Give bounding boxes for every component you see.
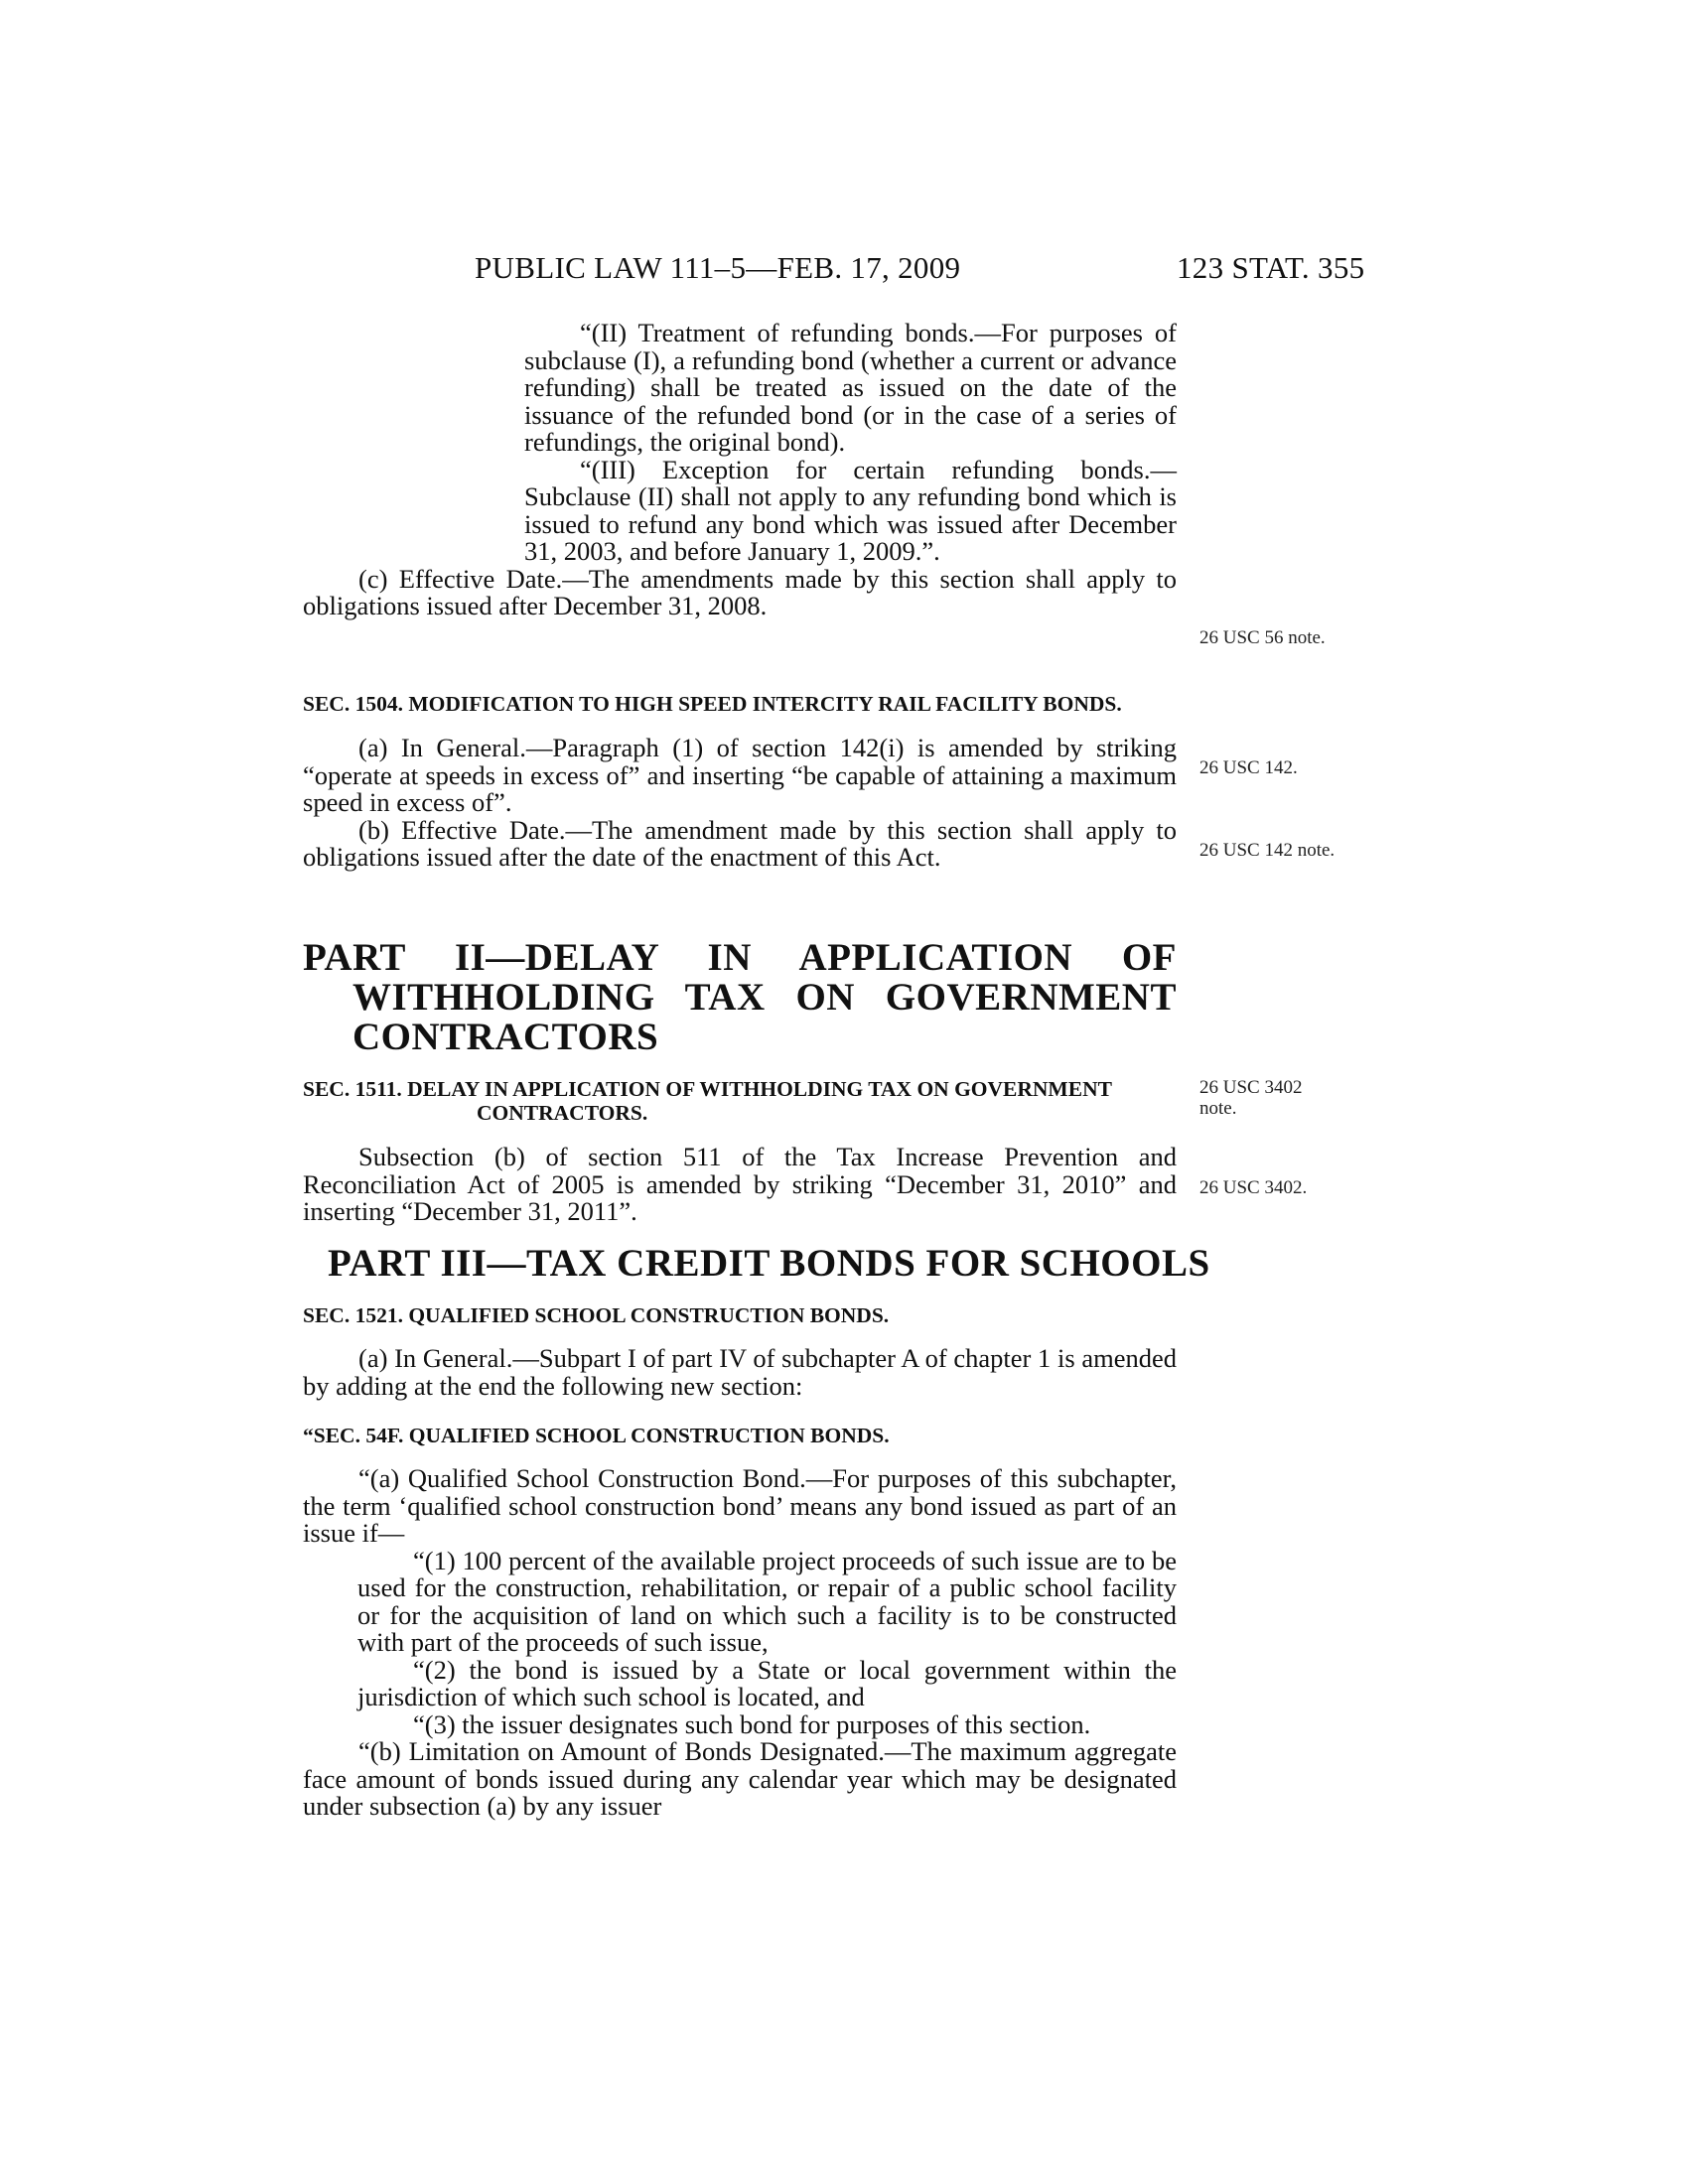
margin-note-26usc3402-note — [1199, 1077, 1302, 1119]
section-1511-block — [303, 1077, 1177, 1226]
part-iii-heading: PART III—TAX CREDIT BONDS FOR SCHOOLS — [328, 1242, 1210, 1285]
margin-note-26usc3402-line1: 26 USC 3402 — [1199, 1077, 1303, 1098]
section-heading-1521: SEC. 1521. QUALIFIED SCHOOL CONSTRUCTION BONDS. — [303, 1303, 890, 1327]
margin-note-26usc142: 26 USC 142. — [1199, 757, 1298, 778]
part-ii-block — [303, 938, 1177, 1057]
section-heading-54f: “SEC. 54F. QUALIFIED SCHOOL CONSTRUCTION BONDS. — [303, 1424, 890, 1447]
section-1521-block — [303, 1303, 1177, 1821]
section-heading-1511: SEC. 1511. DELAY IN APPLICATION OF WITHHOLDING TAX ON GOVERNMENT CONTRACTORS. — [303, 1077, 1112, 1125]
sec1511-text: Subsection (b) of section 511 of the Tax Increase Prevention and Reconciliation Act of 2005 is amended by striking “December 31, 2010” and inserting “December 31, 2011”. — [303, 1142, 1177, 1226]
subclause-iii: “(III) Exception for certain refunding bonds.—Subclause (II) shall not apply to any refunding bond which is issued to refund any bond which was issued after December 31, 2003, and before January 1, 2009.”. — [524, 454, 1177, 566]
page-number: 123 STAT. 355 — [1177, 250, 1365, 285]
part-iii-block — [303, 1242, 1210, 1285]
sec1521-a: (a) In General.—Subpart I of part IV of subchapter A of chapter 1 is amended by adding at the end the following new section: — [303, 1343, 1177, 1401]
margin-note-26usc142-note: 26 USC 142 note. — [1199, 840, 1336, 861]
effective-date-c: (c) Effective Date.—The amendments made by this section shall apply to obligations issued after December 31, 2008. — [303, 563, 1177, 620]
sec54f-a-3: “(3) the issuer designates such bond for purposes of this section. — [413, 1708, 1091, 1739]
sec1504-b: (b) Effective Date.—The amendment made by this section shall apply to obligations issued after the date of the enactment of this Act. — [303, 814, 1177, 872]
subclause-block — [303, 320, 1177, 620]
part-ii-heading: PART II—DELAY IN APPLICATION OF WITHHOLDING TAX ON GOVERNMENT CONTRACTORS — [303, 936, 1177, 1058]
margin-note-26usc3402: 26 USC 3402. — [1199, 1177, 1308, 1198]
sec54f-b: “(b) Limitation on Amount of Bonds Designated.—The maximum aggregate face amount of bonds issued during any calendar year which may be designated under subsection (a) by any issuer — [303, 1736, 1177, 1821]
section-heading-1504: SEC. 1504. MODIFICATION TO HIGH SPEED INTERCITY RAIL FACILITY BONDS. — [303, 692, 1122, 716]
running-header-title: PUBLIC LAW 111–5—FEB. 17, 2009 — [475, 250, 961, 285]
sec54f-a-1: “(1) 100 percent of the available project proceeds of such issue are to be used for the construction, rehabilitation, or repair of a public school facility or for the acquisition of land on which such a facility is to be constructed with part of the proceeds of such issue, — [357, 1545, 1177, 1657]
sec54f-a: “(a) Qualified School Construction Bond.—For purposes of this subchapter, the term ‘qualified school construction bond’ means any bond issued as part of an issue if— — [303, 1463, 1177, 1548]
subclause-ii: “(II) Treatment of refunding bonds.—For purposes of subclause (I), a refunding bond (whether a current or advance refunding) shall be treated as issued on the date of the issuance of the refunded bond (or in the case of a series of refundings, the original bond). — [524, 318, 1177, 457]
sec1504-a: (a) In General.—Paragraph (1) of section 142(i) is amended by striking “operate at speeds in excess of” and inserting “be capable of attaining a maximum speed in excess of”. — [303, 733, 1177, 817]
margin-note-26usc3402-line2: note. — [1199, 1098, 1237, 1119]
section-1504-block — [303, 692, 1177, 872]
margin-note-26usc56: 26 USC 56 note. — [1199, 627, 1326, 648]
sec54f-a-2: “(2) the bond is issued by a State or local government within the jurisdiction of which such school is located, and — [357, 1654, 1177, 1711]
